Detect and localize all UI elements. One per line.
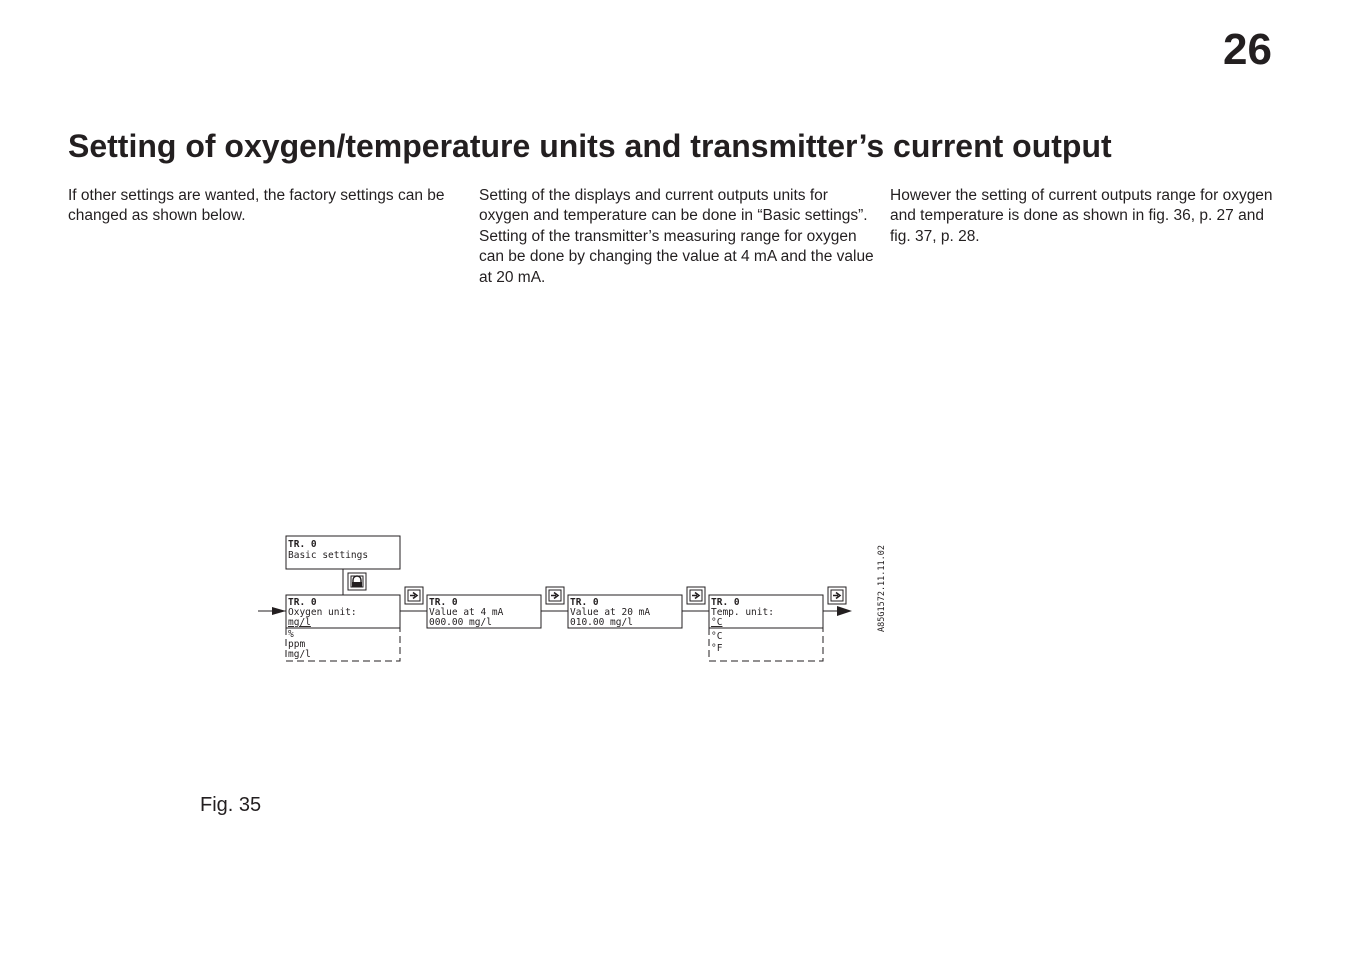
temp-label: Temp. unit:: [711, 607, 774, 618]
menu-flow-diagram: [240, 520, 900, 680]
temp-value: °C: [711, 617, 723, 628]
oxygen-value: mg/l: [288, 617, 311, 628]
value4-id: TR. 0: [429, 597, 458, 608]
next-arrow-icon: [405, 587, 423, 604]
oxygen-option: %: [288, 629, 294, 640]
page-number: 26: [1223, 25, 1272, 74]
figure-caption: Fig. 35: [200, 794, 262, 816]
page-title: Setting of oxygen/temperature units and transmitter’s current output: [68, 128, 1112, 164]
intro-column-2: Setting of the displays and current outputs units for oxygen and temperature can be done in “Basic settings”. Setting of the transmitter’s measuring range for oxygen can be done by changing the value at 4 mA and the value at 20 mA.: [479, 187, 874, 286]
temp-option: °C: [711, 631, 723, 642]
intro-column-3: However the setting of current outputs range for oxygen and temperature is done as shown in fig. 36, p. 27 and fig. 37, p. 28.: [890, 187, 1273, 245]
temp-option: °F: [711, 643, 723, 654]
next-arrow-icon: [828, 587, 846, 604]
exit-arrow-icon: [837, 606, 852, 616]
oxygen-option: ppm: [288, 639, 306, 650]
value4-value: 000.00 mg/l: [429, 617, 492, 628]
temp-id: TR. 0: [711, 597, 740, 608]
next-arrow-icon: [546, 587, 564, 604]
lock-icon: [348, 573, 366, 590]
basic-id: TR. 0: [288, 539, 317, 550]
drawing-code: A85G1572.11.11.02: [877, 545, 887, 632]
entry-arrow-icon: [272, 607, 286, 615]
value4-label: Value at 4 mA: [429, 607, 504, 618]
value20-id: TR. 0: [570, 597, 599, 608]
value20-label: Value at 20 mA: [570, 607, 651, 618]
intro-column-1: If other settings are wanted, the factory settings can be changed as shown below.: [68, 187, 445, 225]
oxygen-option: mg/l: [288, 649, 311, 660]
oxygen-id: TR. 0: [288, 597, 317, 608]
next-arrow-icon: [687, 587, 705, 604]
value20-value: 010.00 mg/l: [570, 617, 633, 628]
temp-options-box: [709, 628, 823, 661]
oxygen-label: Oxygen unit:: [288, 607, 357, 618]
basic-label: Basic settings: [288, 550, 369, 561]
